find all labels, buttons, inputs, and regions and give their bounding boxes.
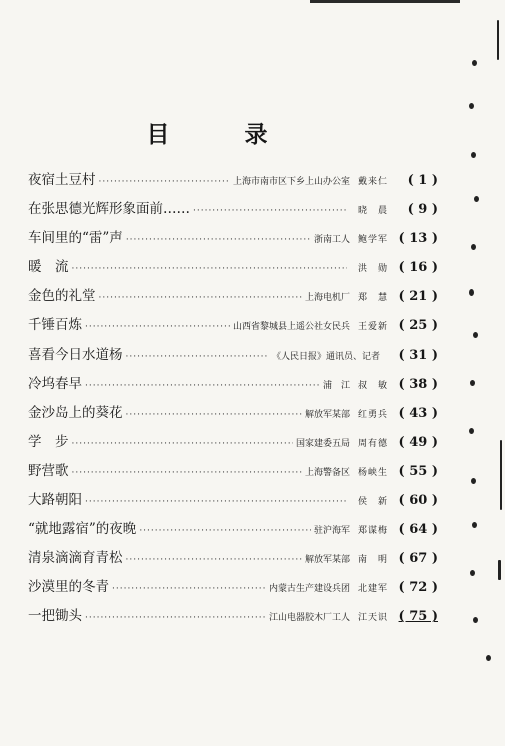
entry-source: 浙南工人 <box>313 235 350 246</box>
entry-page: ( 1 ) <box>407 173 438 188</box>
binding-hole-mark <box>471 152 476 158</box>
toc-entry[interactable] <box>28 168 438 197</box>
entry-source: 国家建委五局 <box>295 438 350 449</box>
entry-title: “就地露宿”的夜晚 <box>28 521 137 538</box>
leader-dots <box>126 555 302 565</box>
entry-source: 上海电机厂 <box>304 293 350 304</box>
entry-source: 江山电器胶木厂工人 <box>268 613 350 624</box>
entry-author: 北建军 <box>357 584 388 595</box>
entry-page: ( 55 ) <box>398 463 438 479</box>
entry-page: ( 60 ) <box>398 493 438 509</box>
leader-dots <box>112 584 266 594</box>
entry-author: 红勇兵 <box>357 409 388 420</box>
toc-entry[interactable] <box>28 488 438 517</box>
toc-entry[interactable] <box>28 575 438 604</box>
entry-source: 上海市南市区下乡上山办公室 <box>232 177 350 187</box>
entry-author: 鲍学军 <box>357 235 388 246</box>
entry-author: 杨峡生 <box>357 467 388 478</box>
toc-entry[interactable] <box>28 546 438 575</box>
leader-dots <box>139 526 311 536</box>
binding-hole-mark <box>469 289 474 296</box>
entry-source: 《人民日报》通讯员、记者 <box>271 351 380 362</box>
toc-entry[interactable] <box>28 517 438 546</box>
binding-hole-mark <box>473 617 478 623</box>
leader-dots <box>126 410 302 420</box>
entry-title: 夜宿土豆村 <box>28 172 96 188</box>
entry-title: 车间里的“雷”声 <box>28 230 123 247</box>
entry-author: 侯 新 <box>357 497 388 508</box>
entry-page: ( 43 ) <box>398 405 438 421</box>
entry-author: 南 明 <box>357 555 388 566</box>
entry-page: ( 67 ) <box>398 551 438 567</box>
binding-hole-mark <box>470 380 475 386</box>
binding-hole-mark <box>471 244 476 250</box>
binding-hole-mark <box>471 478 476 484</box>
entry-author: 叔 敏 <box>357 380 388 391</box>
entry-author: 周有德 <box>357 438 388 449</box>
table-of-contents <box>28 168 438 634</box>
binding-hole-mark <box>469 428 474 434</box>
leader-dots <box>85 613 266 623</box>
entry-page: ( 72 ) <box>398 580 438 596</box>
leader-dots <box>99 293 302 303</box>
entry-page: ( 38 ) <box>398 376 438 392</box>
entry-title: 千锤百炼 <box>28 317 82 334</box>
entry-title: 金色的礼堂 <box>28 288 96 305</box>
entry-author: 郑谋梅 <box>357 526 388 537</box>
entry-page: ( 13 ) <box>398 231 438 247</box>
leader-dots <box>85 497 347 507</box>
entry-source: 驻沪海军 <box>313 526 350 537</box>
entry-author: 戴来仁 <box>357 177 388 187</box>
toc-entry[interactable] <box>28 255 438 284</box>
entry-page: ( 21 ) <box>398 289 438 305</box>
binding-hole-mark <box>473 332 478 338</box>
entry-title: 在张思德光辉形象面前…… <box>28 201 190 218</box>
entry-source: 上海警备区 <box>304 467 350 478</box>
entry-author: 洪 勋 <box>357 264 388 275</box>
leader-dots <box>72 439 293 449</box>
binding-hole-mark <box>497 20 499 60</box>
toc-entry[interactable] <box>28 430 438 459</box>
toc-entry[interactable] <box>28 313 438 342</box>
binding-hole-mark <box>474 196 479 202</box>
leader-dots <box>193 206 347 216</box>
binding-hole-mark <box>472 522 477 528</box>
binding-hole-mark <box>498 560 501 580</box>
entry-author: 晓 晨 <box>357 206 388 217</box>
entry-source: 内蒙古生产建设兵团 <box>268 584 350 595</box>
entry-title: 清泉滴滴育青松 <box>28 550 123 567</box>
toc-entry[interactable] <box>28 197 438 226</box>
entry-page: ( 16 ) <box>398 260 438 276</box>
toc-entry[interactable] <box>28 459 438 488</box>
entry-page: ( 75 ) <box>398 609 438 625</box>
toc-entry[interactable] <box>28 284 438 313</box>
entry-title: 喜看今日水道杨 <box>28 346 123 363</box>
binding-hole-mark <box>469 103 474 109</box>
toc-entry[interactable] <box>28 226 438 255</box>
binding-hole-mark <box>472 60 477 66</box>
leader-dots <box>72 468 302 478</box>
entry-title: 一把锄头 <box>28 608 82 625</box>
toc-entry[interactable] <box>28 372 438 401</box>
entry-source: 山西省黎城县上遥公社女民兵 <box>232 322 350 333</box>
entry-title: 金沙岛上的葵花 <box>28 404 123 421</box>
entry-title: 学 步 <box>28 433 69 450</box>
entry-page: ( 9 ) <box>407 202 438 218</box>
entry-author: 王爱新 <box>357 322 388 333</box>
entry-page: ( 31 ) <box>398 347 438 363</box>
entry-title: 暖 流 <box>28 259 69 276</box>
entry-page: ( 49 ) <box>398 434 438 450</box>
entry-title: 冷坞春早 <box>28 375 82 392</box>
binding-hole-mark <box>500 440 502 510</box>
binding-hole-mark <box>470 570 475 576</box>
top-rule <box>310 0 460 3</box>
entry-title: 沙漠里的冬青 <box>28 579 109 596</box>
leader-dots <box>99 177 230 187</box>
leader-dots <box>126 352 269 362</box>
entry-source: 浦 江 <box>322 380 350 391</box>
toc-entry[interactable] <box>28 343 438 372</box>
entry-title: 野营歌 <box>28 462 69 479</box>
entry-source: 解放军某部 <box>304 555 350 566</box>
toc-entry[interactable] <box>28 401 438 430</box>
toc-entry[interactable] <box>28 604 438 633</box>
entry-title: 大路朝阳 <box>28 492 82 509</box>
leader-dots <box>85 381 320 391</box>
entry-source: 解放军某部 <box>304 409 350 420</box>
leader-dots <box>72 264 347 274</box>
entry-author: 江天识 <box>357 613 388 624</box>
entry-page: ( 25 ) <box>398 318 438 334</box>
leader-dots <box>126 235 311 245</box>
entry-author: 郑 慧 <box>357 293 388 304</box>
entry-page: ( 64 ) <box>398 522 438 538</box>
binding-hole-mark <box>486 655 491 661</box>
page-title: 目 录 <box>146 121 294 148</box>
leader-dots <box>85 322 230 332</box>
